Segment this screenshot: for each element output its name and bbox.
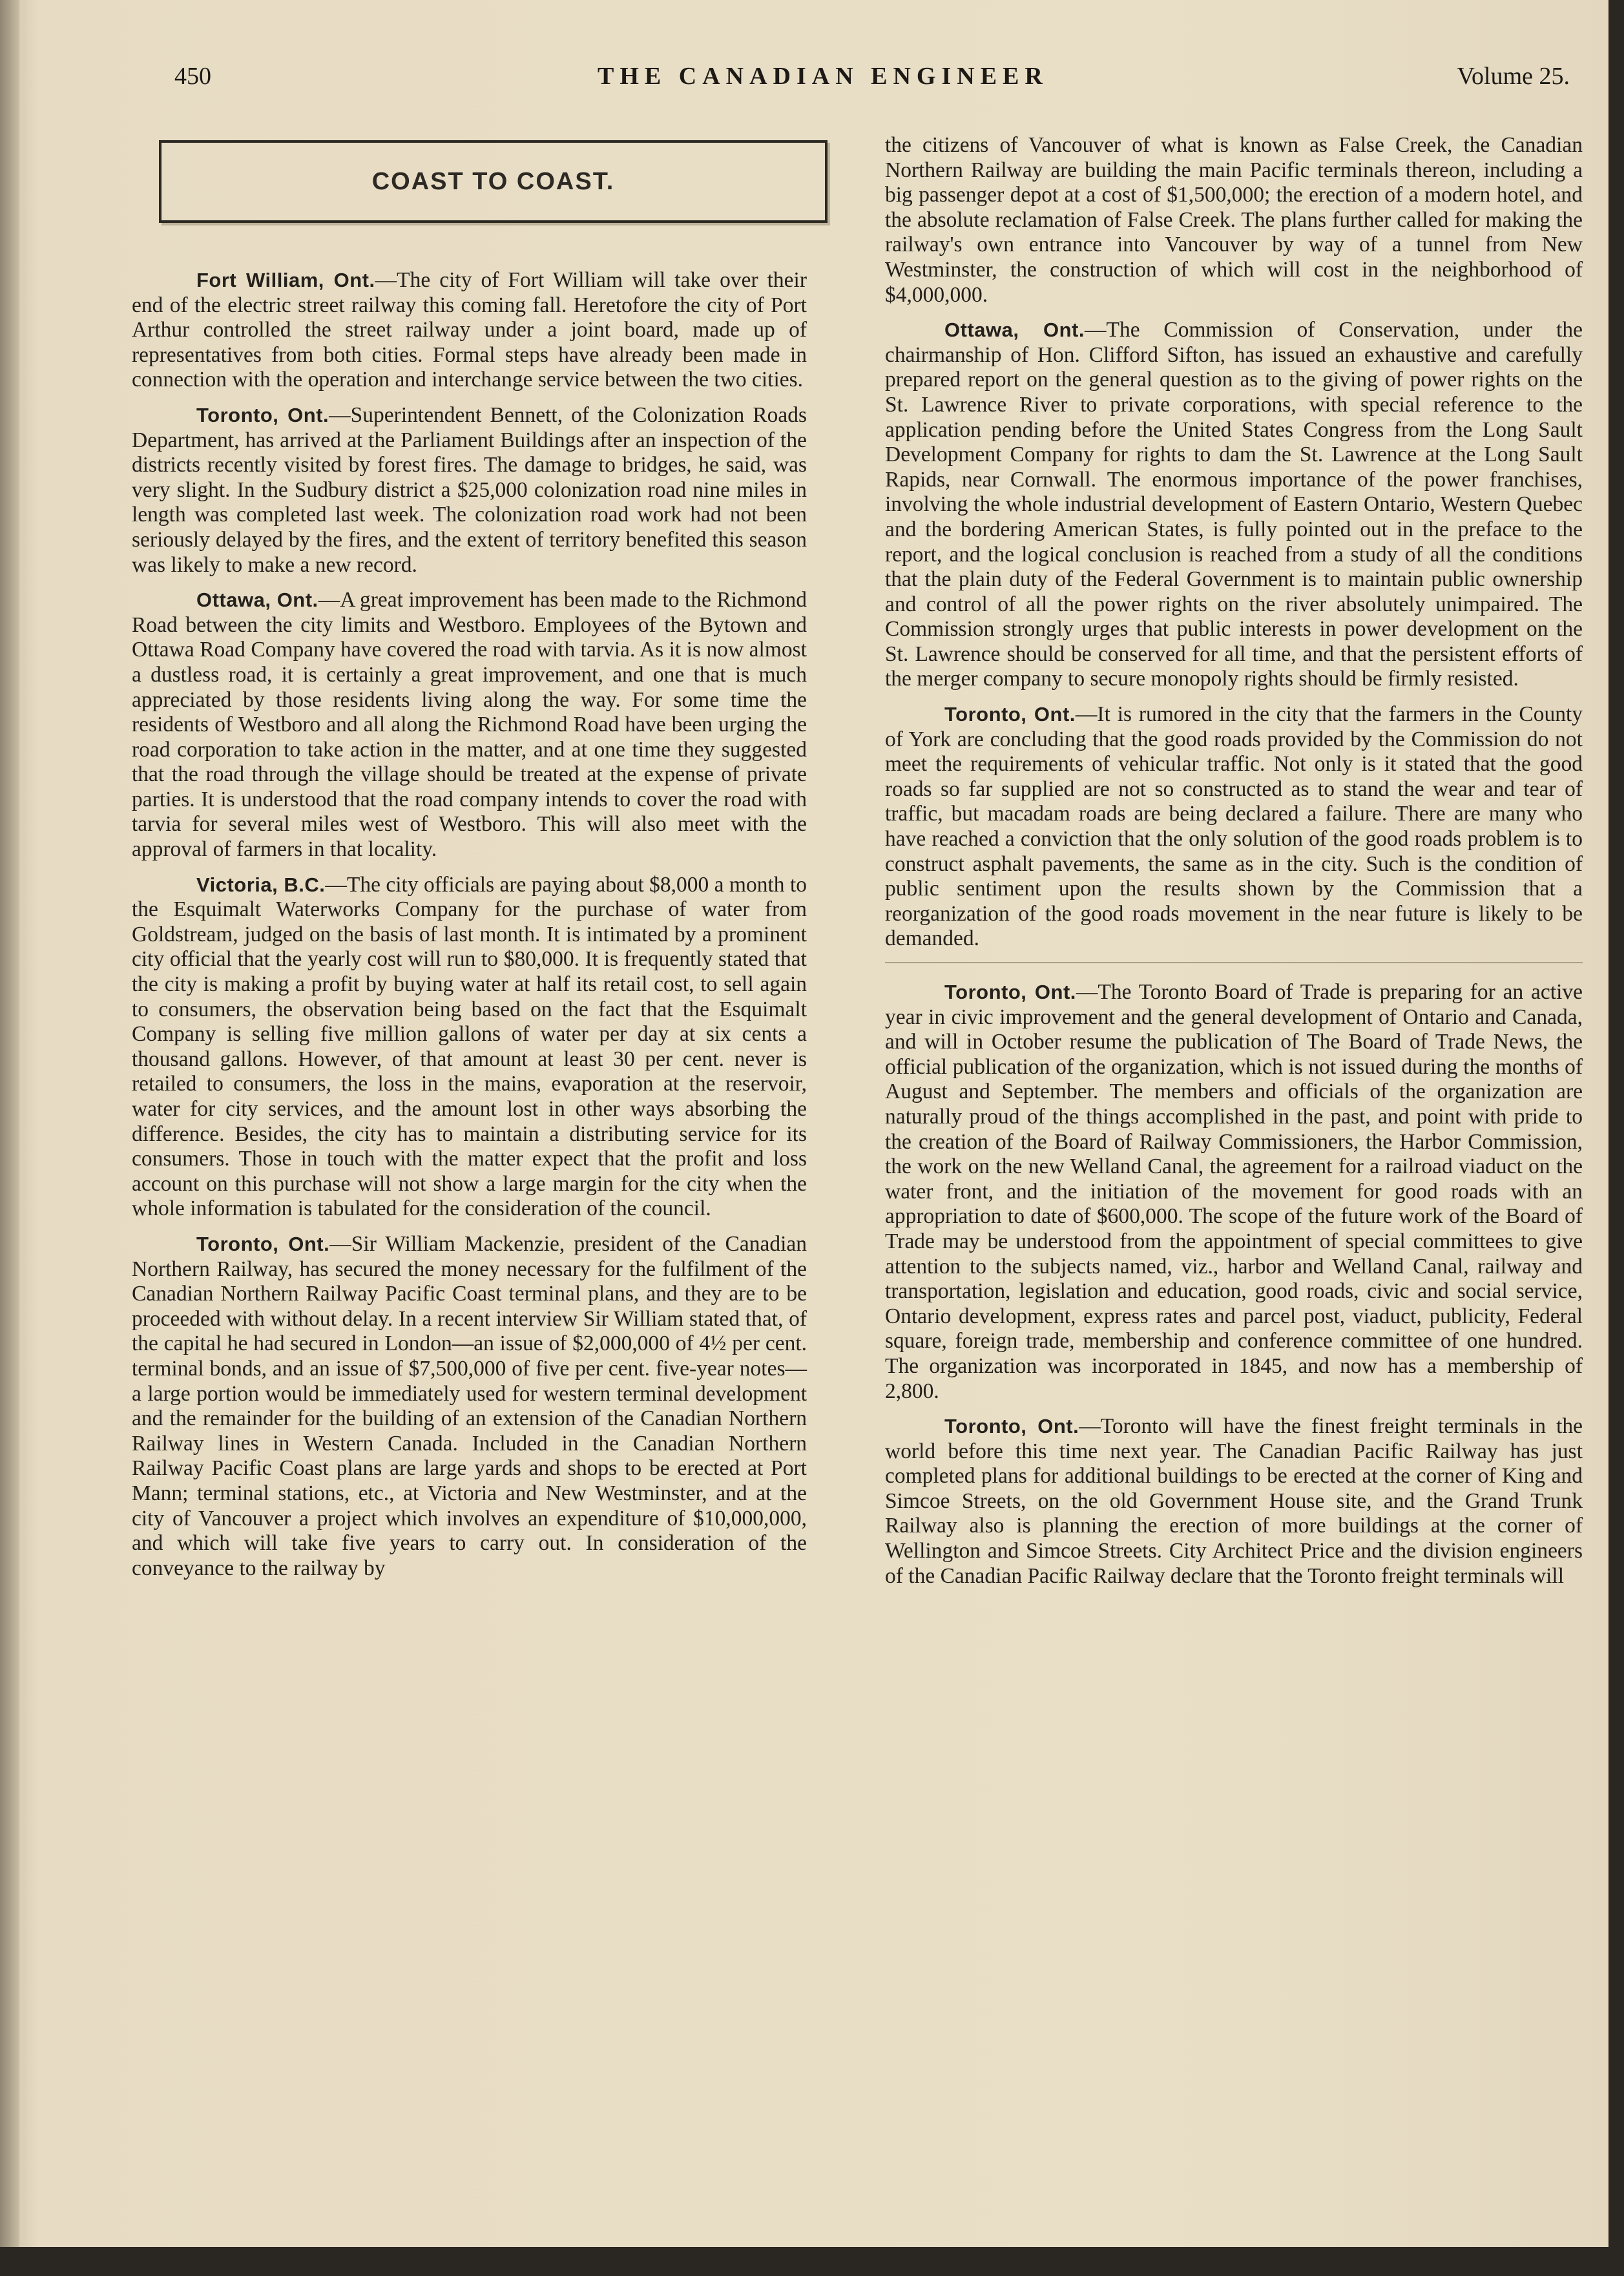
news-item [885, 318, 1583, 692]
journal-title: THE CANADIAN ENGINEER [598, 63, 1048, 90]
item-dateline: Victoria, B.C. [196, 873, 326, 896]
news-item [132, 403, 807, 578]
news-item [885, 702, 1583, 952]
news-item [132, 268, 807, 393]
item-text: —The city officials are paying about $8,000 a month to the Esquimalt Waterworks Company for the purchase of water from Goldstream, judged on the basis of last month. It is intimated by a prominent city official that the yearly cost will run to $80,000. It is frequently stated that the city is making a profit by buying water at half its retail cost, to sell again to consumers, the observation being based on the fact that the Esquimalt Company is selling five million gallons of water per day at six cents a thousand gallons. However, of that amount at least 30 per cent. never is retailed to consumers, the loss in the mains, evaporation at the reservoir, water for city services, and the amount lost in other ways absorbing the difference. Besides, the city has to maintain a distributing service for its consumers. Those in touch with the matter expect that the profit and loss account on this purchase will not show a large margin for the city when the whole information is tabulated for the consideration of the council. [132, 872, 807, 1221]
news-item [885, 1414, 1583, 1589]
item-text: —The Toronto Board of Trade is preparing for an active year in civic improvement and the general development of Ontario and Canada, and will in October resume the publication of The Board of Trade News, the official publication of the organization, which is not issued during the months of August and September. The members and officials of the organization are naturally proud of the things accomplished in the past, and point with pride to the creation of the Board of Railway Commissioners, the Harbor Commission, the work on the new Welland Canal, the agreement for a railroad viaduct on the water front, and the initiation of the movement for good roads with an appropriation to date of $600,000. The scope of the future work of the Board of Trade may be understood from the appointment of special committees to give attention to the subjects named, viz., harbor and Welland Canal, railway and transportation, legislation and education, good roads, civic and social service, Ontario development, express rates and parcel post, viaduct, publicity, Federal square, foreign trade, membership and conference committee of one hundred. The organization was incorporated in 1845, and now has a membership of 2,800. [885, 980, 1583, 1403]
item-dateline: Fort William, Ont. [196, 269, 375, 291]
item-text: —It is rumored in the city that the farmers in the County of York are concluding that the good roads provided by the Commission do not meet the requirements of vehicular traffic. Not only is it stated that the good roads so far supplied are not so constructed as to stand the wear and tear of traffic, but macadam roads are being declared a failure. There are many who have reached a conviction that the only solution of the good roads problem is to construct asphalt pavements, the same as in the city. Such is the condition of public sentiment upon the results shown by the Commission that a reorganization of the good roads movement in the near future is likely to be demanded. [885, 702, 1583, 951]
item-dateline: Toronto, Ont. [196, 403, 329, 426]
news-item [885, 980, 1583, 1404]
left-column [132, 132, 807, 1591]
item-dateline: Toronto, Ont. [944, 981, 1076, 1003]
item-dateline: Toronto, Ont. [944, 1415, 1079, 1438]
item-dateline: Ottawa, Ont. [944, 318, 1085, 342]
item-text: —Toronto will have the finest freight terminals in the world before this time next year. The Canadian Pacific Railway has just completed plans for additional buildings to be erected at the corner of King and Simcoe Streets, on the old Government House site, and the Grand Trunk Railway also is planning the erection of more buildings at the corner of Wellington and Simcoe Streets. City Architect Price and the division engineers of the Canadian Pacific Railway declare that the Toronto freight terminals will [885, 1414, 1583, 1588]
right-column [885, 133, 1583, 1599]
item-text: —The Commission of Conservation, under the chairmanship of Hon. Clifford Sifton, has issued an exhaustive and carefully prepared report on the general question as to the giving of power rights on the St. Lawrence River to private corporations, with special reference to the application pending before the United States Congress from the Long Sault Development Company for rights to dam the St. Lawrence at the Long Sault Rapids, near Cornwall. The enormous importance of the power franchises, involving the whole industrial development of Eastern Ontario, Western Quebec and the bordering American States, is fully pointed out in the preface to the report, and the logical conclusion is reached from a study of all the conditions that the plain duty of the Federal Government is to maintain public ownership and control of all the power rights on the river absolutely unimpaired. The Commission strongly urges that public interests in power development on the St. Lawrence should be conserved for all time, and that the persistent efforts of the merger company to secure monopoly rights should be firmly resisted. [885, 318, 1583, 691]
page-number: 450 [174, 63, 211, 90]
item-text: —Superintendent Bennett, of the Colonization Roads Department, has arrived at the Parliament Buildings after an inspection of the districts recently visited by forest fires. The damage to bridges, he said, was very slight. In the Sudbury district a $25,000 colonization road nine miles in length was completed last week. The colonization road work had not been seriously delayed by the fires, and the extent of territory benefited this season was likely to make a new record. [132, 402, 807, 577]
right-news-items-a [885, 318, 1583, 952]
news-item [132, 588, 807, 862]
volume-label: Volume 25. [1457, 63, 1570, 90]
item-text: —A great improvement has been made to the Richmond Road between the city limits and Westboro. Employees of the Bytown and Ottawa Road Company have covered the road with tarvia. As it is now almost a dustless road, it is certainly a great improvement, and one that is much appreciated by those residents living along the way. For some time the residents of Westboro and all along the Richmond Road have been urging the road corporation to take action in the matter, and at one time they suggested that the road through the village should be treated at the expense of private parties. It is understood that the road company intends to cover the road with tarvia for several miles west of Westboro. This will also meet with the approval of farmers in that locality. [132, 588, 807, 862]
section-heading-box [159, 140, 828, 223]
item-text: —Sir William Mackenzie, president of the Canadian Northern Railway, has secured the money necessary for the fulfilment of the Canadian Northern Railway Pacific Coast terminal plans, and they are to be proceeded with without delay. In a recent interview Sir William stated that, of the capital he had secured in London—an issue of $2,000,000 of 4½ per cent. terminal bonds, and an issue of $7,500,000 of five per cent. five-year notes—a large portion would be immediately used for western terminal development and the remainder for the building of an extension of the Canadian Northern Railway lines in Western Canada. Included in the Canadian Northern Railway Pacific Coast plans are large yards and shops to be erected at Port Mann; terminal stations, etc., at Victoria and New Westminster, and at the city of Vancouver a project which involves an expenditure of $10,000,000, and which will take five years to carry out. In consideration of the conveyance to the railway by [132, 1231, 807, 1580]
news-item [132, 1232, 807, 1581]
left-news-items [132, 268, 807, 1581]
news-item [132, 873, 807, 1222]
binding-gutter [0, 0, 19, 2247]
running-head [174, 62, 1570, 101]
right-news-items-b [885, 980, 1583, 1589]
column-divider [885, 962, 1583, 963]
section-title: COAST TO COAST. [371, 167, 615, 195]
item-dateline: Ottawa, Ont. [196, 589, 318, 612]
item-text: —The city of Fort William will take over their end of the electric street railway this coming fall. Heretofore the city of Port Arthur controlled the street railway under a joint board, made up of representatives from both cities. Formal steps have already been made in connection with the operation and interchange service between the two cities. [132, 268, 807, 392]
item-dateline: Toronto, Ont. [944, 703, 1076, 726]
item-dateline: Toronto, Ont. [196, 1232, 330, 1255]
continued-paragraph: the citizens of Vancouver of what is known as False Creek, the Canadian Northern Railway are building the main Pacific terminals thereon, including a big passenger depot at a cost of $1,500,000; the erection of a modern hotel, and the absolute reclamation of False Creek. The plans further called for making the railway's own entrance into Vancouver by way of a tunnel from New Westminster, the construction of which will cost in the neighborhood of $4,000,000. [885, 133, 1583, 307]
